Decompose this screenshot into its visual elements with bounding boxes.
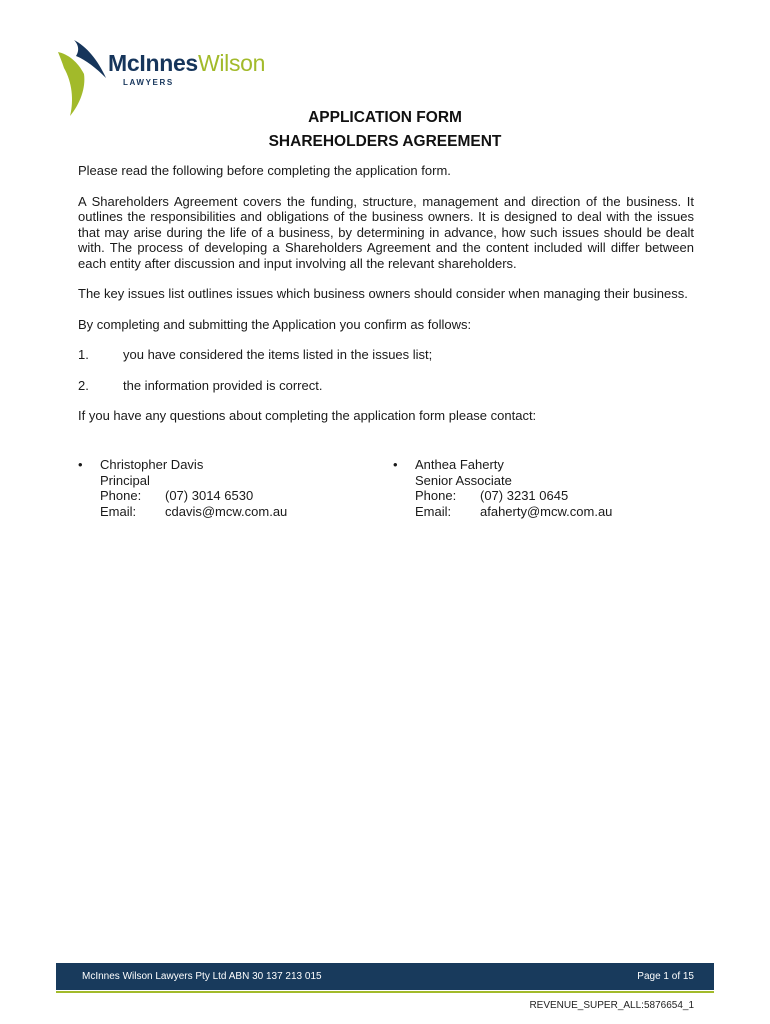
contact-role: Principal bbox=[100, 472, 150, 488]
email-label: Email: bbox=[415, 503, 452, 519]
list-item-text: you have considered the items listed in the issues list; bbox=[123, 347, 433, 362]
document-title bbox=[0, 106, 770, 154]
contact-intro-paragraph: If you have any questions about completing the application form please contact: bbox=[78, 408, 537, 423]
contact-email-row bbox=[100, 504, 287, 520]
contact-phone-row bbox=[100, 488, 287, 504]
list-item-text: the information provided is correct. bbox=[123, 377, 323, 393]
logo-subtitle: LAWYERS bbox=[123, 78, 174, 87]
list-item bbox=[78, 347, 694, 363]
email-label: Email: bbox=[100, 503, 137, 519]
contact-name: Anthea Faherty bbox=[415, 457, 504, 472]
intro-paragraph: Please read the following before completing the application form. bbox=[78, 163, 451, 178]
contact-phone-row bbox=[415, 488, 612, 504]
bullet-icon: • bbox=[393, 457, 398, 472]
phone-label: Phone: bbox=[415, 488, 457, 503]
contact-email-row bbox=[415, 504, 612, 520]
description-paragraph: A Shareholders Agreement covers the funding, structure, management and direction of the business. It outlines the responsibilities and obligations of the business owners. It is designed to deal with the issues that may arise during the life of a business, by determining in advance, how such issues should be dealt with. The process of developing a Shareholders Agreement and the content included will differ between each entity after discussion and input involving all the relevant shareholders. bbox=[78, 193, 694, 271]
contact-role: Senior Associate bbox=[415, 472, 512, 488]
list-item-number: 2. bbox=[78, 377, 89, 393]
email-value: cdavis@mcw.com.au bbox=[165, 503, 288, 519]
footer-divider bbox=[56, 991, 714, 993]
list-item-number: 1. bbox=[78, 347, 89, 362]
document-body bbox=[78, 163, 694, 439]
phone-value: (07) 3231 0645 bbox=[480, 488, 569, 503]
logo-name-part2: Wilson bbox=[197, 50, 266, 76]
logo-name-part1: McInnes bbox=[108, 50, 198, 76]
logo-wordmark bbox=[108, 50, 265, 77]
phone-label: Phone: bbox=[100, 488, 142, 503]
footer-company: McInnes Wilson Lawyers Pty Ltd ABN 30 137 213 015 bbox=[82, 971, 322, 982]
title-line-1: APPLICATION FORM bbox=[308, 109, 462, 126]
list-item bbox=[78, 378, 694, 394]
email-value: afaherty@mcw.com.au bbox=[480, 503, 613, 519]
document-reference: REVENUE_SUPER_ALL:5876654_1 bbox=[529, 1000, 694, 1011]
key-issues-paragraph: The key issues list outlines issues which business owners should consider when managing their business. bbox=[78, 286, 688, 301]
bullet-icon: • bbox=[78, 457, 83, 472]
title-line-2: SHAREHOLDERS AGREEMENT bbox=[268, 133, 502, 150]
phone-value: (07) 3014 6530 bbox=[165, 488, 254, 503]
footer-bar bbox=[56, 963, 714, 990]
page-number: Page 1 of 15 bbox=[637, 971, 694, 982]
contact-name: Christopher Davis bbox=[100, 457, 204, 472]
confirmation-paragraph: By completing and submitting the Application you confirm as follows: bbox=[78, 316, 472, 332]
